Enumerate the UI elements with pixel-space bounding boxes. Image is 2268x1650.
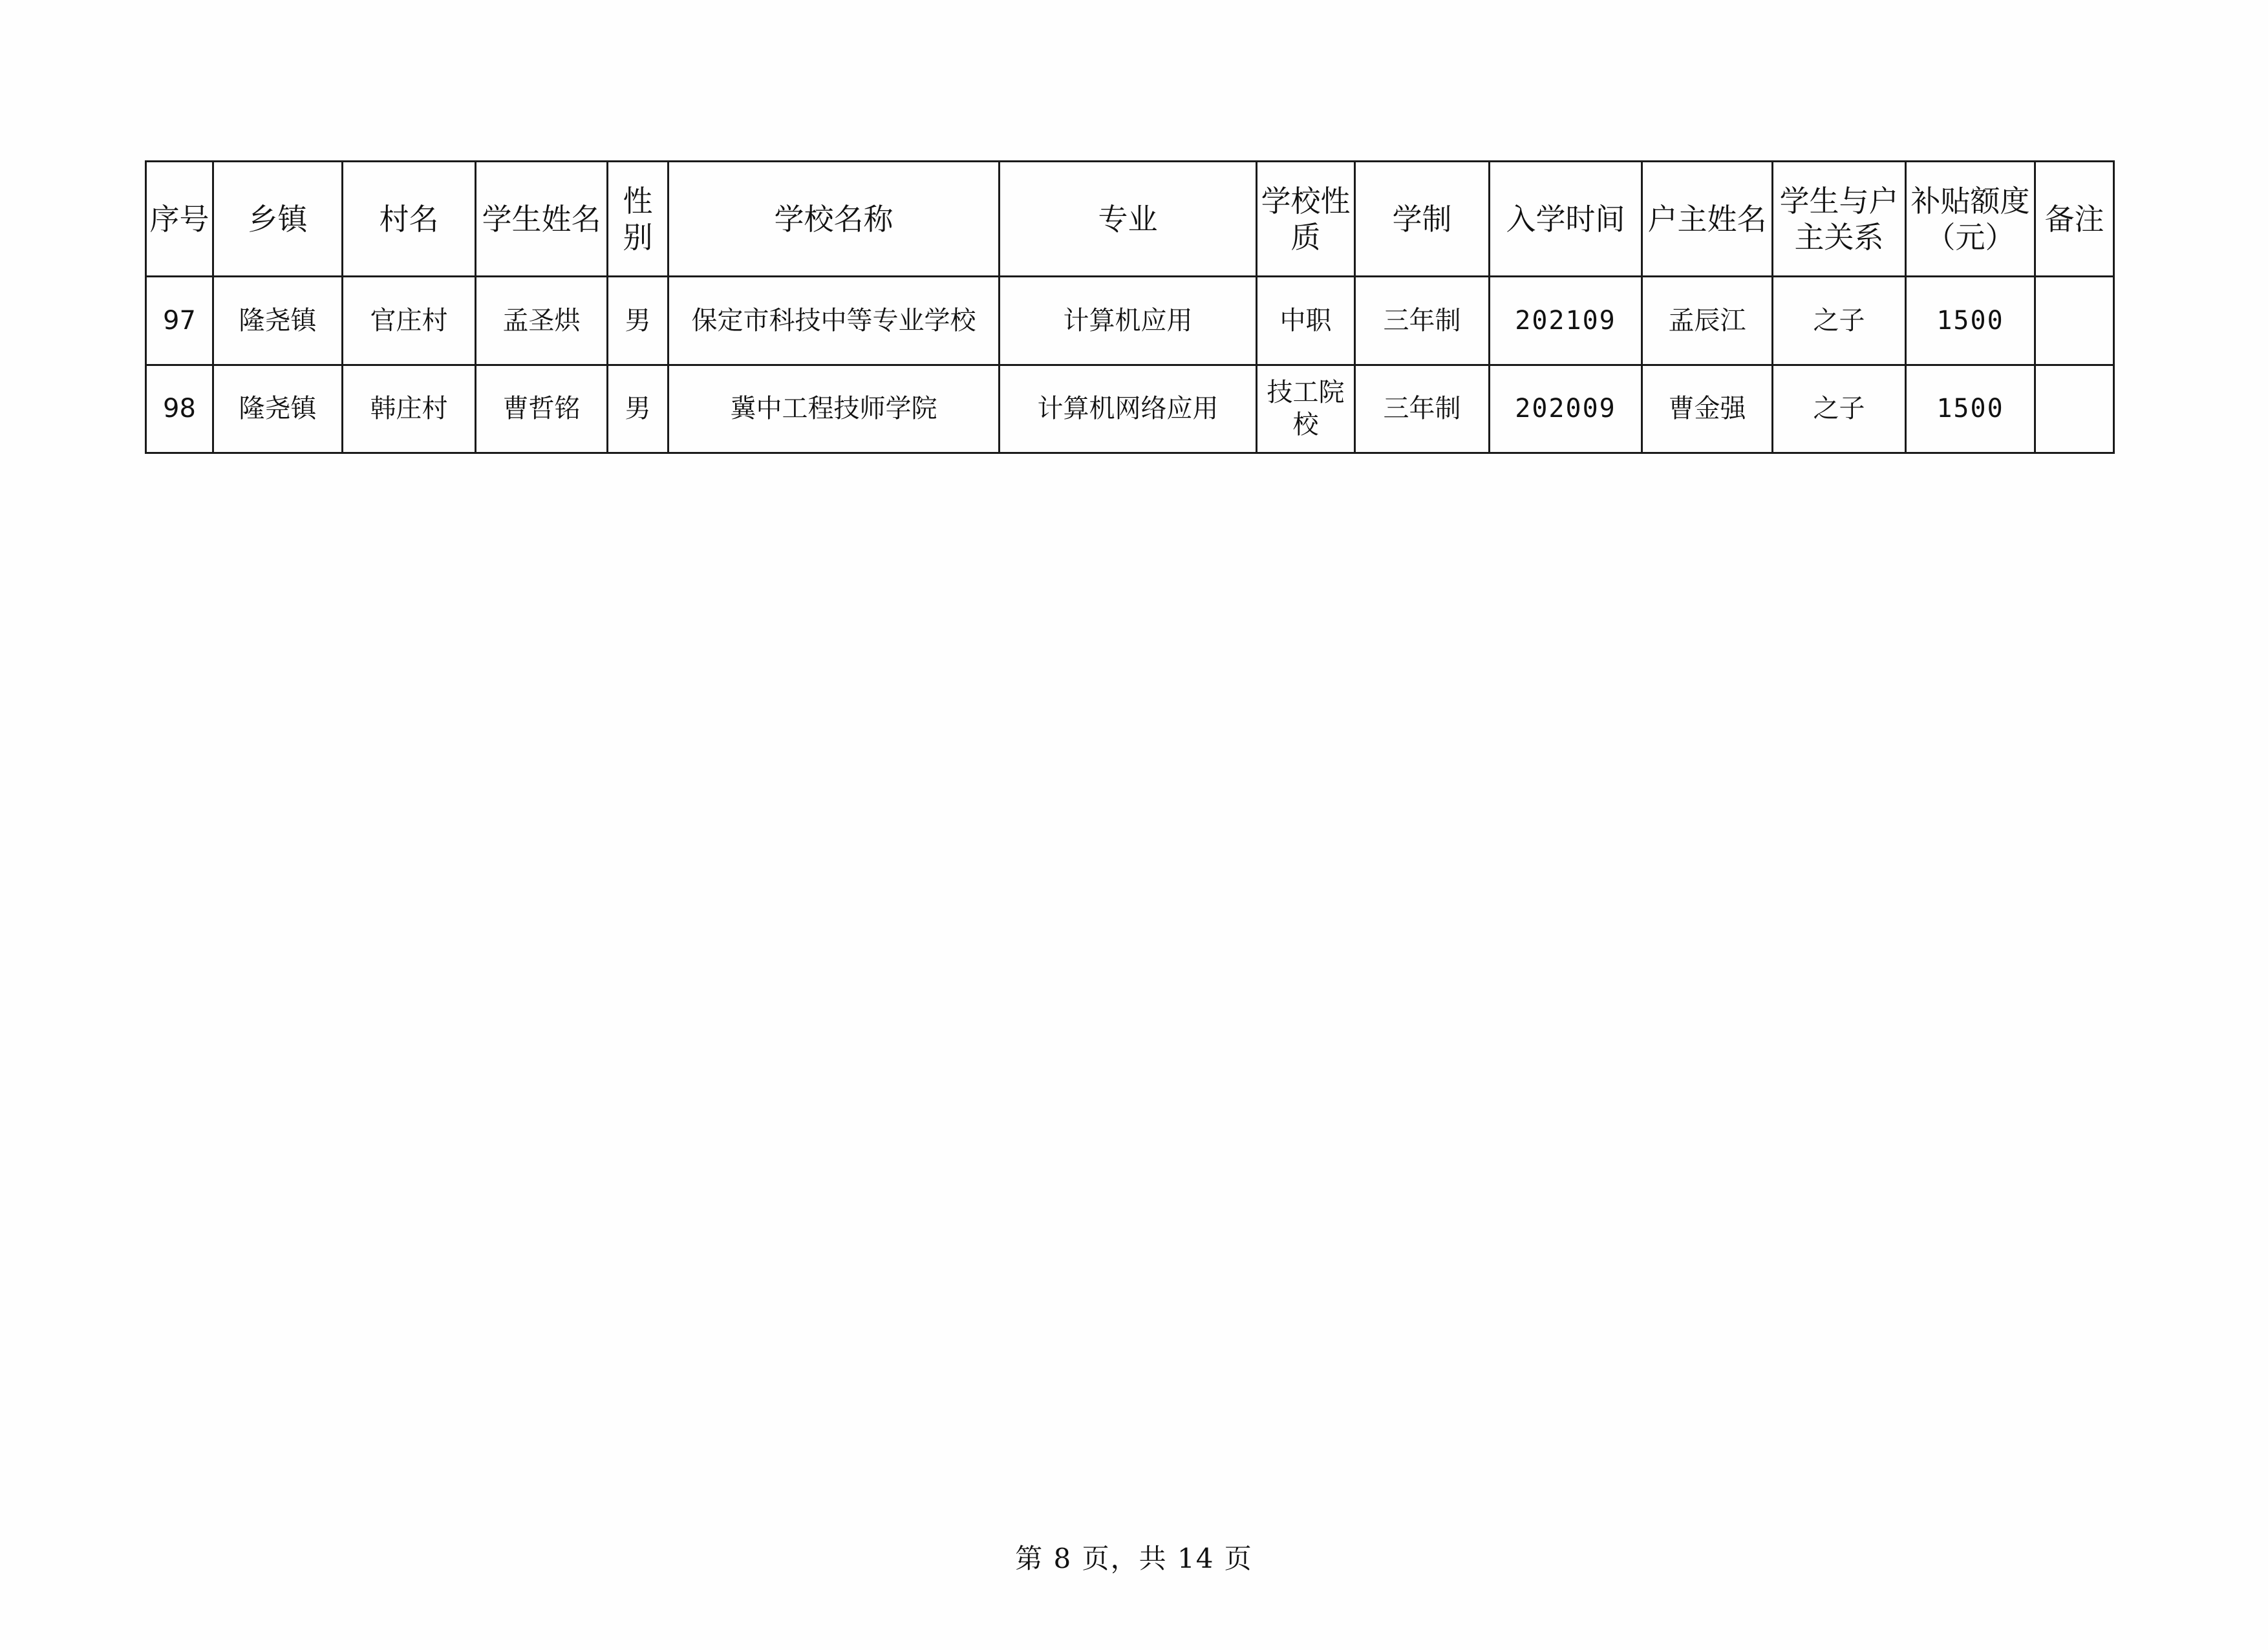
cell-seq: 97	[146, 277, 213, 365]
cell-town: 隆尧镇	[213, 277, 343, 365]
page-footer: 第 8 页，共 14 页	[1015, 1543, 1253, 1574]
cell-subsidy: 1500	[1906, 277, 2035, 365]
header-seq: 序号	[146, 162, 213, 277]
cell-school-name: 保定市科技中等专业学校	[669, 277, 1000, 365]
header-student-name: 学生姓名	[476, 162, 608, 277]
cell-householder: 曹金强	[1642, 365, 1773, 453]
header-major: 专业	[1000, 162, 1257, 277]
cell-seq: 98	[146, 365, 213, 453]
header-school-name: 学校名称	[669, 162, 1000, 277]
cell-gender: 男	[608, 277, 669, 365]
cell-major: 计算机应用	[1000, 277, 1257, 365]
cell-remark	[2035, 277, 2114, 365]
subsidy-roster-table	[145, 160, 2115, 454]
cell-duration: 三年制	[1355, 277, 1490, 365]
cell-student-name: 孟圣烘	[476, 277, 608, 365]
header-school-type: 学校性质	[1257, 162, 1355, 277]
cell-student-name: 曹哲铭	[476, 365, 608, 453]
cell-relation: 之子	[1773, 277, 1906, 365]
header-town: 乡镇	[213, 162, 343, 277]
table-row	[146, 277, 2114, 365]
cell-town: 隆尧镇	[213, 365, 343, 453]
header-gender: 性别	[608, 162, 669, 277]
header-householder: 户主姓名	[1642, 162, 1773, 277]
header-enroll-time: 入学时间	[1490, 162, 1642, 277]
table-row	[146, 365, 2114, 453]
cell-subsidy: 1500	[1906, 365, 2035, 453]
header-village: 村名	[343, 162, 476, 277]
cell-householder: 孟辰江	[1642, 277, 1773, 365]
cell-village: 官庄村	[343, 277, 476, 365]
cell-duration: 三年制	[1355, 365, 1490, 453]
header-relation: 学生与户主关系	[1773, 162, 1906, 277]
cell-remark	[2035, 365, 2114, 453]
cell-gender: 男	[608, 365, 669, 453]
cell-enroll-time: 202109	[1490, 277, 1642, 365]
cell-school-type: 技工院校	[1257, 365, 1355, 453]
cell-school-type: 中职	[1257, 277, 1355, 365]
header-duration: 学制	[1355, 162, 1490, 277]
header-row	[146, 162, 2114, 277]
table-header	[146, 162, 2114, 277]
cell-enroll-time: 202009	[1490, 365, 1642, 453]
cell-major: 计算机网络应用	[1000, 365, 1257, 453]
cell-school-name: 冀中工程技师学院	[669, 365, 1000, 453]
header-subsidy: 补贴额度（元）	[1906, 162, 2035, 277]
cell-relation: 之子	[1773, 365, 1906, 453]
cell-village: 韩庄村	[343, 365, 476, 453]
header-remark: 备注	[2035, 162, 2114, 277]
table-body	[146, 277, 2114, 453]
